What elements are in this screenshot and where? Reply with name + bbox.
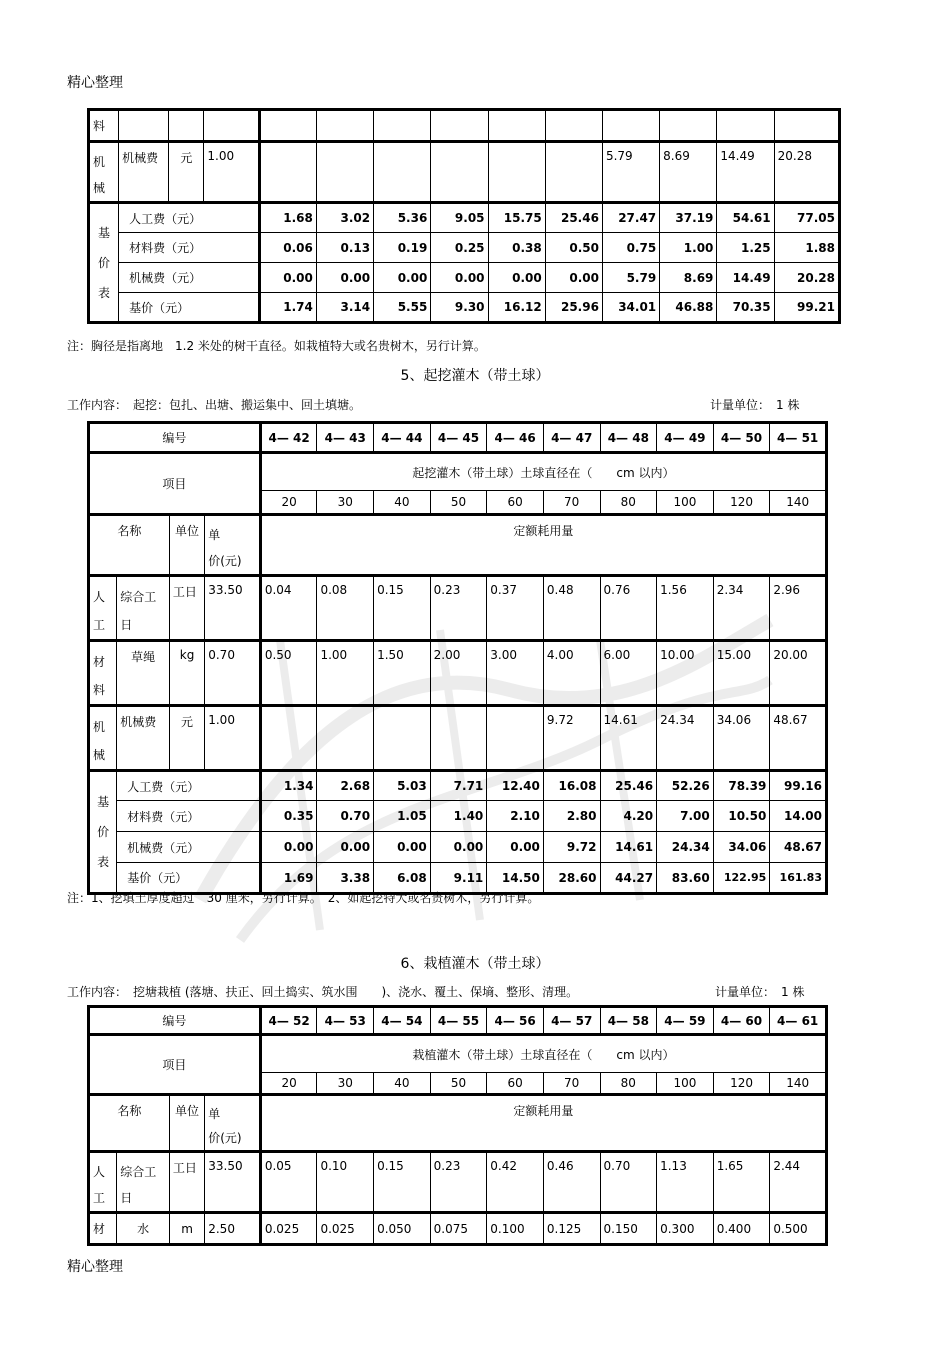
table-row bbox=[89, 771, 827, 801]
value-cell: 0.00 bbox=[487, 832, 544, 863]
code-label: 编号 bbox=[89, 423, 261, 453]
value-cell bbox=[488, 110, 545, 142]
name-cell: 机械费 bbox=[119, 142, 169, 203]
section-5-note: 注：1、挖填土厚度超过 30 厘米，另行计算。 2、如起挖特大或名贵树木，另行计算。 bbox=[67, 891, 540, 905]
value-cell: 0.300 bbox=[657, 1213, 714, 1245]
value-cell: 1.65 bbox=[713, 1152, 770, 1213]
size-cell: 80 bbox=[600, 491, 657, 515]
value-cell: 9.30 bbox=[431, 293, 488, 323]
item-label: 项目 bbox=[89, 453, 261, 515]
code-cell: 4— 48 bbox=[600, 423, 657, 453]
code-cell: 4— 53 bbox=[317, 1007, 374, 1035]
value-cell: 20.28 bbox=[774, 142, 839, 203]
size-cell: 30 bbox=[317, 1073, 374, 1095]
value-cell: 0.00 bbox=[374, 263, 431, 293]
price-cell: 33.50 bbox=[205, 1152, 261, 1213]
value-cell bbox=[316, 142, 373, 203]
code-cell: 4— 49 bbox=[657, 423, 714, 453]
value-cell: 1.50 bbox=[374, 641, 431, 706]
code-cell: 4— 52 bbox=[260, 1007, 317, 1035]
value-cell: 14.50 bbox=[487, 863, 544, 894]
col-name-label: 名称 bbox=[89, 1095, 170, 1152]
value-cell: 0.00 bbox=[430, 832, 487, 863]
value-cell: 122.95 bbox=[713, 863, 770, 894]
page-header: 精心整理 bbox=[67, 75, 123, 91]
price-cell: 1.00 bbox=[205, 706, 261, 771]
category-cell: 材料 bbox=[89, 641, 117, 706]
value-cell: 1.00 bbox=[660, 233, 717, 263]
value-cell: 0.42 bbox=[487, 1152, 544, 1213]
value-cell: 0.23 bbox=[430, 576, 487, 641]
value-cell: 0.15 bbox=[374, 576, 431, 641]
name-cell: 综合工日 bbox=[117, 576, 170, 641]
note-trunk-diameter: 注：胸径是指离地 1.2 米处的树干直径。如栽植特大或名贵树木，另行计算。 bbox=[67, 339, 486, 353]
value-cell: 77.05 bbox=[774, 203, 839, 233]
value-cell: 1.05 bbox=[374, 801, 431, 832]
base-row-label: 基价（元） bbox=[119, 293, 260, 323]
value-cell: 1.74 bbox=[259, 293, 316, 323]
value-cell bbox=[374, 142, 431, 203]
base-row-label: 人工费（元） bbox=[119, 203, 260, 233]
spec-label: 栽植灌木（带土球）土球直径在（ cm 以内） bbox=[260, 1035, 826, 1073]
value-cell: 5.03 bbox=[374, 771, 431, 801]
code-cell: 4— 51 bbox=[770, 423, 827, 453]
section-5-work-content: 工作内容： 起挖：包扎、出塘、搬运集中、回土填塘。 bbox=[67, 398, 362, 412]
value-cell: 7.71 bbox=[430, 771, 487, 801]
col-unit-label: 单位 bbox=[169, 1095, 204, 1152]
value-cell: 2.96 bbox=[770, 576, 827, 641]
value-cell: 25.46 bbox=[545, 203, 602, 233]
table-row bbox=[89, 233, 840, 263]
section-6-unit: 计量单位： 1 株 bbox=[715, 985, 805, 999]
size-cell: 100 bbox=[657, 491, 714, 515]
col-price-label: 单 价(元) bbox=[205, 1095, 261, 1152]
table-row-spec bbox=[89, 453, 827, 491]
value-cell: 2.00 bbox=[430, 641, 487, 706]
value-cell: 10.50 bbox=[713, 801, 770, 832]
value-cell: 15.00 bbox=[713, 641, 770, 706]
section-6-title: 6、栽植灌木（带土球） bbox=[400, 956, 550, 972]
price-cell: 1.00 bbox=[204, 142, 259, 203]
value-cell: 0.00 bbox=[488, 263, 545, 293]
table-row bbox=[89, 263, 840, 293]
value-cell: 2.44 bbox=[770, 1152, 827, 1213]
page-footer: 精心整理 bbox=[67, 1259, 123, 1275]
table-row bbox=[89, 203, 840, 233]
value-cell: 1.56 bbox=[657, 576, 714, 641]
size-cell: 70 bbox=[543, 1073, 600, 1095]
value-cell: 1.34 bbox=[260, 771, 317, 801]
value-cell: 0.050 bbox=[374, 1213, 431, 1245]
size-cell: 140 bbox=[770, 491, 827, 515]
col-unit-label: 单位 bbox=[169, 515, 204, 576]
size-cell: 60 bbox=[487, 491, 544, 515]
value-cell: 34.06 bbox=[713, 832, 770, 863]
consumption-label: 定额耗用量 bbox=[260, 1095, 826, 1152]
value-cell bbox=[487, 706, 544, 771]
value-cell: 2.68 bbox=[317, 771, 374, 801]
name-cell bbox=[119, 110, 169, 142]
value-cell: 0.00 bbox=[316, 263, 373, 293]
price-cell: 2.50 bbox=[205, 1213, 261, 1245]
size-cell: 100 bbox=[657, 1073, 714, 1095]
value-cell bbox=[602, 110, 659, 142]
size-cell: 50 bbox=[430, 1073, 487, 1095]
value-cell: 0.06 bbox=[259, 233, 316, 263]
value-cell: 24.34 bbox=[657, 706, 714, 771]
name-cell: 综合工日 bbox=[117, 1152, 170, 1213]
value-cell: 99.16 bbox=[770, 771, 827, 801]
value-cell bbox=[774, 110, 839, 142]
code-cell: 4— 61 bbox=[770, 1007, 827, 1035]
base-price-category: 基价表 bbox=[89, 771, 117, 894]
value-cell: 0.00 bbox=[431, 263, 488, 293]
base-row-label: 机械费（元） bbox=[119, 263, 260, 293]
value-cell: 25.46 bbox=[600, 771, 657, 801]
base-row-label: 材料费（元） bbox=[119, 233, 260, 263]
value-cell bbox=[316, 110, 373, 142]
value-cell: 14.61 bbox=[600, 706, 657, 771]
value-cell: 52.26 bbox=[657, 771, 714, 801]
value-cell: 99.21 bbox=[774, 293, 839, 323]
value-cell: 1.88 bbox=[774, 233, 839, 263]
value-cell: 0.00 bbox=[317, 832, 374, 863]
value-cell bbox=[488, 142, 545, 203]
value-cell: 78.39 bbox=[713, 771, 770, 801]
base-row-label: 机械费（元） bbox=[117, 832, 261, 863]
unit-cell: 工日 bbox=[169, 576, 204, 641]
code-cell: 4— 42 bbox=[260, 423, 317, 453]
value-cell: 9.72 bbox=[543, 706, 600, 771]
value-cell: 12.40 bbox=[487, 771, 544, 801]
value-cell: 4.20 bbox=[600, 801, 657, 832]
value-cell: 0.04 bbox=[260, 576, 317, 641]
value-cell: 0.400 bbox=[713, 1213, 770, 1245]
value-cell bbox=[431, 142, 488, 203]
value-cell: 6.00 bbox=[600, 641, 657, 706]
value-cell bbox=[374, 706, 431, 771]
value-cell: 3.14 bbox=[316, 293, 373, 323]
unit-cell: 工日 bbox=[169, 1152, 204, 1213]
value-cell bbox=[717, 110, 774, 142]
value-cell: 20.00 bbox=[770, 641, 827, 706]
value-cell: 0.23 bbox=[430, 1152, 487, 1213]
value-cell bbox=[374, 110, 431, 142]
category-cell: 材 bbox=[89, 1213, 117, 1245]
consumption-label: 定额耗用量 bbox=[260, 515, 826, 576]
value-cell: 4.00 bbox=[543, 641, 600, 706]
value-cell: 0.100 bbox=[487, 1213, 544, 1245]
code-cell: 4— 57 bbox=[543, 1007, 600, 1035]
value-cell: 0.00 bbox=[259, 263, 316, 293]
value-cell: 25.96 bbox=[545, 293, 602, 323]
size-cell: 40 bbox=[374, 491, 431, 515]
price-cell: 33.50 bbox=[205, 576, 261, 641]
value-cell: 6.08 bbox=[374, 863, 431, 894]
value-cell: 48.67 bbox=[770, 706, 827, 771]
value-cell: 0.25 bbox=[431, 233, 488, 263]
table-row bbox=[89, 801, 827, 832]
value-cell: 1.69 bbox=[260, 863, 317, 894]
value-cell: 14.61 bbox=[600, 832, 657, 863]
table-row bbox=[89, 832, 827, 863]
value-cell: 0.05 bbox=[260, 1152, 317, 1213]
table-continuation bbox=[87, 108, 841, 324]
value-cell: 0.76 bbox=[600, 576, 657, 641]
value-cell: 5.79 bbox=[602, 142, 659, 203]
value-cell: 1.13 bbox=[657, 1152, 714, 1213]
value-cell: 48.67 bbox=[770, 832, 827, 863]
table-row bbox=[89, 1213, 827, 1245]
value-cell bbox=[660, 110, 717, 142]
value-cell: 28.60 bbox=[543, 863, 600, 894]
size-cell: 30 bbox=[317, 491, 374, 515]
code-cell: 4— 43 bbox=[317, 423, 374, 453]
table-row bbox=[89, 641, 827, 706]
value-cell: 1.00 bbox=[317, 641, 374, 706]
value-cell: 16.12 bbox=[488, 293, 545, 323]
base-price-category: 基价表 bbox=[89, 203, 119, 323]
category-cell: 料 bbox=[89, 110, 119, 142]
price-cell: 0.70 bbox=[205, 641, 261, 706]
value-cell: 0.46 bbox=[543, 1152, 600, 1213]
value-cell: 161.83 bbox=[770, 863, 827, 894]
table-row-columns bbox=[89, 515, 827, 576]
table-section-6 bbox=[87, 1005, 828, 1246]
value-cell: 0.025 bbox=[317, 1213, 374, 1245]
value-cell: 16.08 bbox=[543, 771, 600, 801]
code-cell: 4— 46 bbox=[487, 423, 544, 453]
value-cell: 8.69 bbox=[660, 263, 717, 293]
value-cell bbox=[317, 706, 374, 771]
value-cell: 1.68 bbox=[259, 203, 316, 233]
value-cell: 0.025 bbox=[260, 1213, 317, 1245]
value-cell: 0.08 bbox=[317, 576, 374, 641]
value-cell: 0.00 bbox=[374, 832, 431, 863]
size-cell: 60 bbox=[487, 1073, 544, 1095]
code-cell: 4— 47 bbox=[543, 423, 600, 453]
value-cell bbox=[430, 706, 487, 771]
code-cell: 4— 58 bbox=[600, 1007, 657, 1035]
section-6-work-content: 工作内容： 挖塘栽植 (落塘、扶正、回土捣实、筑水围 )、浇水、覆土、保墒、整形、清理。 bbox=[67, 985, 579, 999]
value-cell: 0.75 bbox=[602, 233, 659, 263]
size-cell: 20 bbox=[260, 1073, 317, 1095]
value-cell: 0.35 bbox=[260, 801, 317, 832]
value-cell: 0.70 bbox=[600, 1152, 657, 1213]
unit-cell bbox=[169, 110, 204, 142]
value-cell: 3.38 bbox=[317, 863, 374, 894]
code-cell: 4— 56 bbox=[487, 1007, 544, 1035]
value-cell: 14.49 bbox=[717, 263, 774, 293]
value-cell: 1.25 bbox=[717, 233, 774, 263]
base-row-label: 人工费（元） bbox=[117, 771, 261, 801]
value-cell: 54.61 bbox=[717, 203, 774, 233]
code-cell: 4— 59 bbox=[657, 1007, 714, 1035]
section-5-title: 5、起挖灌木（带土球） bbox=[400, 368, 550, 384]
col-price-label: 单 价(元) bbox=[205, 515, 261, 576]
size-cell: 40 bbox=[374, 1073, 431, 1095]
value-cell: 5.79 bbox=[602, 263, 659, 293]
value-cell: 0.500 bbox=[770, 1213, 827, 1245]
value-cell: 0.125 bbox=[543, 1213, 600, 1245]
value-cell bbox=[260, 706, 317, 771]
value-cell: 0.00 bbox=[545, 263, 602, 293]
value-cell: 0.38 bbox=[488, 233, 545, 263]
size-cell: 20 bbox=[260, 491, 317, 515]
value-cell: 0.00 bbox=[260, 832, 317, 863]
value-cell: 0.48 bbox=[543, 576, 600, 641]
value-cell: 70.35 bbox=[717, 293, 774, 323]
table-row-codes bbox=[89, 1007, 827, 1035]
code-cell: 4— 60 bbox=[713, 1007, 770, 1035]
table-row bbox=[89, 293, 840, 323]
value-cell: 0.50 bbox=[260, 641, 317, 706]
size-cell: 70 bbox=[543, 491, 600, 515]
name-cell: 草绳 bbox=[117, 641, 170, 706]
value-cell bbox=[545, 142, 602, 203]
value-cell: 9.72 bbox=[543, 832, 600, 863]
category-cell: 机械 bbox=[89, 706, 117, 771]
value-cell bbox=[259, 142, 316, 203]
table-row-spec bbox=[89, 1035, 827, 1073]
value-cell: 14.49 bbox=[717, 142, 774, 203]
value-cell: 9.05 bbox=[431, 203, 488, 233]
value-cell: 0.15 bbox=[374, 1152, 431, 1213]
value-cell: 2.80 bbox=[543, 801, 600, 832]
value-cell: 2.10 bbox=[487, 801, 544, 832]
value-cell: 0.075 bbox=[430, 1213, 487, 1245]
value-cell: 8.69 bbox=[660, 142, 717, 203]
value-cell: 27.47 bbox=[602, 203, 659, 233]
value-cell: 2.34 bbox=[713, 576, 770, 641]
table-row bbox=[89, 110, 840, 142]
item-label: 项目 bbox=[89, 1035, 261, 1095]
value-cell: 0.37 bbox=[487, 576, 544, 641]
value-cell: 83.60 bbox=[657, 863, 714, 894]
category-cell: 人工 bbox=[89, 576, 117, 641]
size-cell: 80 bbox=[600, 1073, 657, 1095]
table-row bbox=[89, 142, 840, 203]
value-cell: 0.150 bbox=[600, 1213, 657, 1245]
col-name-label: 名称 bbox=[89, 515, 170, 576]
value-cell: 0.19 bbox=[374, 233, 431, 263]
name-cell: 机械费 bbox=[117, 706, 170, 771]
value-cell: 0.10 bbox=[317, 1152, 374, 1213]
code-cell: 4— 45 bbox=[430, 423, 487, 453]
value-cell: 10.00 bbox=[657, 641, 714, 706]
value-cell: 44.27 bbox=[600, 863, 657, 894]
value-cell: 5.36 bbox=[374, 203, 431, 233]
table-row bbox=[89, 576, 827, 641]
value-cell: 0.70 bbox=[317, 801, 374, 832]
value-cell: 0.50 bbox=[545, 233, 602, 263]
value-cell: 37.19 bbox=[660, 203, 717, 233]
size-cell: 120 bbox=[713, 1073, 770, 1095]
value-cell: 20.28 bbox=[774, 263, 839, 293]
base-row-label: 基价（元） bbox=[117, 863, 261, 894]
code-cell: 4— 54 bbox=[374, 1007, 431, 1035]
base-row-label: 材料费（元） bbox=[117, 801, 261, 832]
value-cell: 14.00 bbox=[770, 801, 827, 832]
size-cell: 50 bbox=[430, 491, 487, 515]
table-row-columns bbox=[89, 1095, 827, 1152]
unit-cell: kg bbox=[169, 641, 204, 706]
code-label: 编号 bbox=[89, 1007, 261, 1035]
value-cell bbox=[545, 110, 602, 142]
value-cell: 34.01 bbox=[602, 293, 659, 323]
name-cell: 水 bbox=[117, 1213, 170, 1245]
unit-cell: m bbox=[169, 1213, 204, 1245]
value-cell: 9.11 bbox=[430, 863, 487, 894]
table-section-5 bbox=[87, 421, 828, 895]
table-row bbox=[89, 1152, 827, 1213]
size-cell: 120 bbox=[713, 491, 770, 515]
code-cell: 4— 50 bbox=[713, 423, 770, 453]
value-cell: 3.02 bbox=[316, 203, 373, 233]
spec-label: 起挖灌木（带土球）土球直径在（ cm 以内） bbox=[260, 453, 826, 491]
value-cell: 34.06 bbox=[713, 706, 770, 771]
value-cell: 46.88 bbox=[660, 293, 717, 323]
value-cell: 15.75 bbox=[488, 203, 545, 233]
code-cell: 4— 44 bbox=[374, 423, 431, 453]
value-cell bbox=[259, 110, 316, 142]
table-row-codes bbox=[89, 423, 827, 453]
value-cell: 3.00 bbox=[487, 641, 544, 706]
section-5-unit: 计量单位： 1 株 bbox=[710, 398, 800, 412]
value-cell bbox=[431, 110, 488, 142]
price-cell bbox=[204, 110, 259, 142]
category-cell: 机械 bbox=[89, 142, 119, 203]
value-cell: 1.40 bbox=[430, 801, 487, 832]
size-cell: 140 bbox=[770, 1073, 827, 1095]
value-cell: 0.13 bbox=[316, 233, 373, 263]
category-cell: 人工 bbox=[89, 1152, 117, 1213]
value-cell: 7.00 bbox=[657, 801, 714, 832]
table-row bbox=[89, 706, 827, 771]
code-cell: 4— 55 bbox=[430, 1007, 487, 1035]
unit-cell: 元 bbox=[169, 706, 204, 771]
unit-cell: 元 bbox=[169, 142, 204, 203]
value-cell: 24.34 bbox=[657, 832, 714, 863]
value-cell: 5.55 bbox=[374, 293, 431, 323]
